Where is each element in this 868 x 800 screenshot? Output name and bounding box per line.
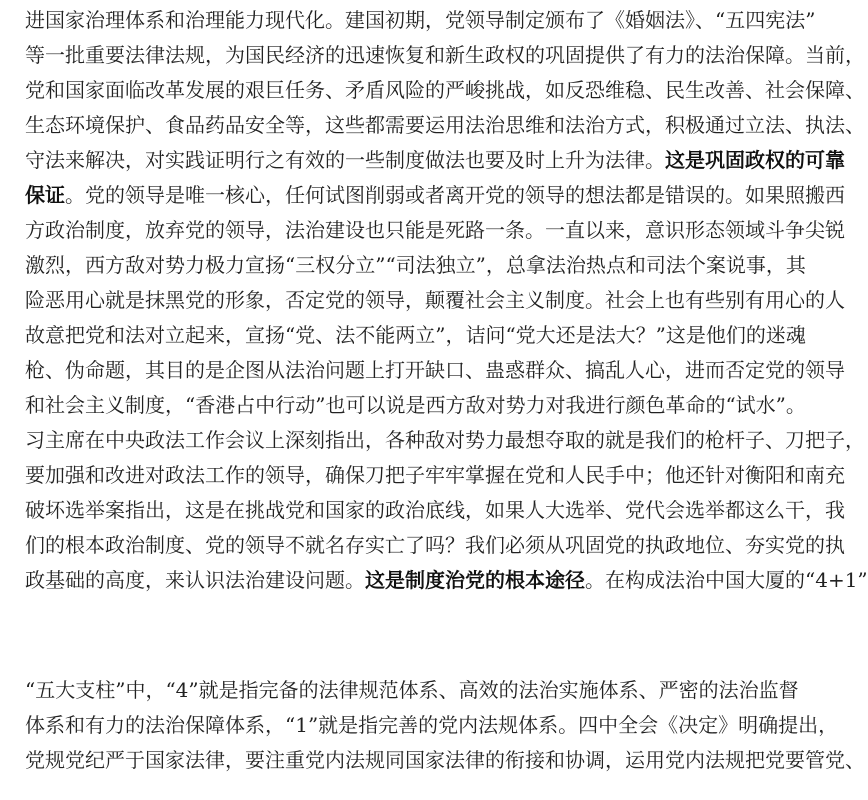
text-segment: “五大支柱”中，“4”就是指完备的法律规范体系、高效的法治实施体系、严密的法治监督 — [25, 678, 799, 702]
text-segment: 守法来解决，对实践证明行之有效的一些制度做法也要及时上升为法律。 — [25, 148, 665, 172]
text-segment: 等一批重要法律法规，为国民经济的迅速恢复和新生政权的巩固提供了有力的法治保障。当前， — [25, 43, 865, 67]
text-line — [25, 143, 845, 178]
text-line — [25, 388, 806, 423]
text-line — [25, 563, 868, 598]
text-segment: 枪、伪命题，其目的是企图从法治问题上打开缺口、蛊惑群众、搞乱人心，进而否定党的领导 — [25, 358, 845, 382]
text-line — [25, 248, 806, 283]
text-line — [25, 108, 865, 143]
text-segment: 生态环境保护、食品药品安全等，这些都需要运用法治思维和法治方式，积极通过立法、执法、 — [25, 113, 865, 137]
document-text-block-2 — [25, 673, 865, 778]
text-line — [25, 353, 845, 388]
text-line — [25, 318, 806, 353]
document-text-block-1 — [25, 3, 868, 598]
text-line — [25, 73, 865, 108]
bold-text-segment: 这是制度治党的根本途径 — [365, 568, 585, 592]
text-segment: 和社会主义制度，“香港占中行动”也可以说是西方敌对势力对我进行颜色革命的“试水”。 — [25, 393, 806, 417]
text-segment: 进国家治理体系和治理能力现代化。建国初期，党领导制定颁布了《婚姻法》、“五四宪法” — [25, 8, 816, 32]
text-line — [25, 708, 839, 743]
text-line — [25, 423, 865, 458]
text-segment: 体系和有力的法治保障体系，“1”就是指完善的党内法规体系。四中全会《决定》明确提出， — [25, 713, 839, 737]
text-segment: 方政治制度，放弃党的领导，法治建设也只能是死路一条。一直以来，意识形态领域斗争尖锐 — [25, 218, 845, 242]
text-segment: 。在构成法治中国大厦的“4+1” — [585, 568, 868, 592]
text-segment: 破坏选举案指出，这是在挑战党和国家的政治底线，如果人大选举、党代会选举都这么干，我 — [25, 498, 845, 522]
text-segment: 习主席在中央政法工作会议上深刻指出，各种敌对势力最想夺取的就是我们的枪杆子、刀把子， — [25, 428, 865, 452]
text-segment: 党和国家面临改革发展的艰巨任务、矛盾风险的严峻挑战，如反恐维稳、民生改善、社会保障、 — [25, 78, 865, 102]
text-line — [25, 283, 845, 318]
text-line — [25, 3, 816, 38]
text-segment: 党规党纪严于国家法律，要注重党内法规同国家法律的衔接和协调，运用党内法规把党要管党、 — [25, 748, 865, 772]
text-segment: 政基础的高度，来认识法治建设问题。 — [25, 568, 365, 592]
text-line — [25, 743, 865, 778]
bold-text-segment: 这是巩固政权的可靠 — [665, 148, 845, 172]
bold-text-segment: 保证 — [25, 183, 65, 207]
text-line — [25, 38, 865, 73]
text-segment: 险恶用心就是抹黑党的形象，否定党的领导，颠覆社会主义制度。社会上也有些别有用心的人 — [25, 288, 845, 312]
text-segment: 。党的领导是唯一核心，任何试图削弱或者离开党的领导的想法都是错误的。如果照搬西 — [65, 183, 845, 207]
text-line — [25, 213, 845, 248]
text-segment: 激烈，西方敌对势力极力宣扬“三权分立”“司法独立”，总拿法治热点和司法个案说事，其 — [25, 253, 806, 277]
text-line — [25, 493, 845, 528]
text-line — [25, 458, 845, 493]
text-line — [25, 528, 845, 563]
text-segment: 故意把党和法对立起来，宣扬“党、法不能两立”，诘问“党大还是法大？”这是他们的迷魂 — [25, 323, 806, 347]
text-segment: 要加强和改进对政法工作的领导，确保刀把子牢牢掌握在党和人民手中；他还针对衡阳和南充 — [25, 463, 845, 487]
text-line — [25, 673, 799, 708]
text-line — [25, 178, 845, 213]
text-segment: 们的根本政治制度、党的领导不就名存实亡了吗？我们必须从巩固党的执政地位、夯实党的执 — [25, 533, 845, 557]
